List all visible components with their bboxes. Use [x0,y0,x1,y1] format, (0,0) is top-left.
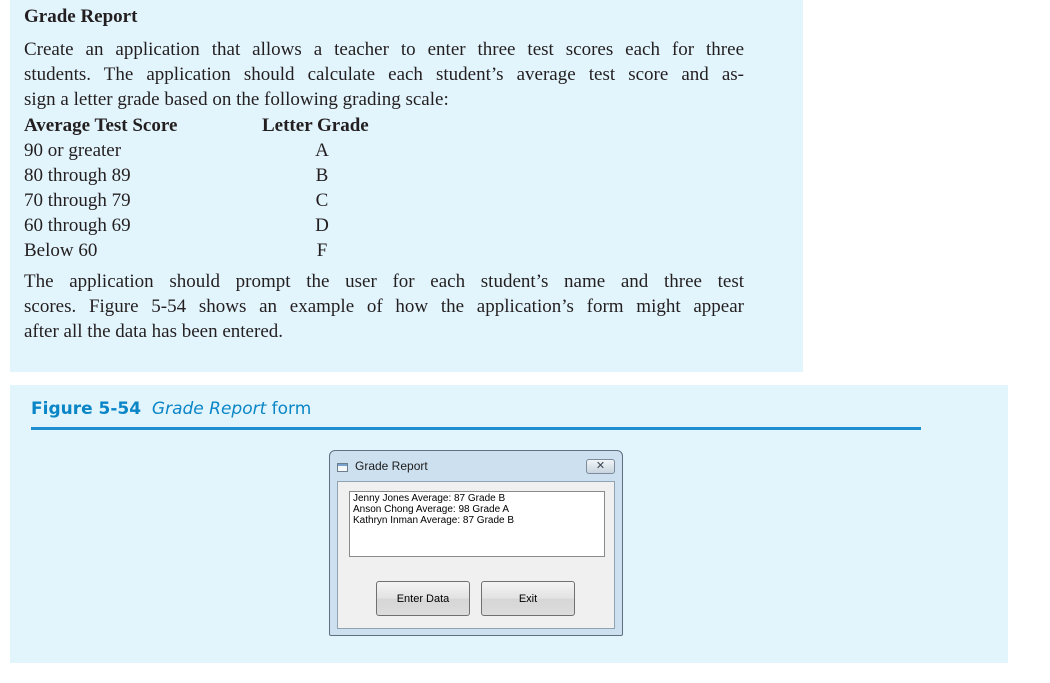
enter-data-button[interactable]: Enter Data [376,581,470,616]
letter-grade: C [315,190,329,211]
results-listbox[interactable] [349,491,605,557]
list-item[interactable]: Jenny Jones Average: 87 Grade B [353,493,506,504]
list-item[interactable]: Kathryn Inman Average: 87 Grade B [353,515,515,526]
figure-panel [10,385,1008,663]
letter-grade: B [315,165,329,186]
score-range: 60 through 69 [24,215,131,236]
closing-line: The application should prompt the user for each student’s name and three test [24,271,744,292]
grading-scale-row [24,238,382,263]
grading-scale-row [24,188,382,213]
exit-button[interactable]: Exit [481,581,575,616]
header-average-score: Average Test Score [24,115,178,136]
score-range: 90 or greater [24,140,122,161]
grading-scale-table [24,113,382,263]
close-icon[interactable]: ✕ [586,459,615,474]
grade-report-window [329,450,623,636]
letter-grade: A [315,140,329,161]
letter-grade: F [316,240,328,261]
grading-scale-row [24,213,382,238]
window-title: Grade Report [355,459,428,473]
figure-rule [31,427,921,430]
list-item[interactable]: Anson Chong Average: 98 Grade A [353,504,510,515]
form-client-area [337,481,615,629]
figure-title-italic: Grade Report [151,399,267,419]
grading-scale-row [24,163,382,188]
figure-title-rest: form [271,399,312,419]
app-form-icon [337,461,349,471]
closing-line: scores. Figure 5-54 shows an example of how the application’s form might appear [24,296,744,317]
closing-line: after all the data has been entered. [24,321,283,342]
figure-caption [31,399,311,419]
letter-grade: D [315,215,329,236]
exercise-closing [24,269,744,344]
intro-line: sign a letter grade based on the following grading scale: [24,89,449,110]
exercise-intro [24,37,744,112]
score-range: 70 through 79 [24,190,131,211]
score-range: 80 through 89 [24,165,131,186]
grading-scale-row [24,138,382,163]
figure-number: Figure 5-54 [31,399,142,419]
header-letter-grade: Letter Grade [262,115,369,136]
window-titlebar [337,459,428,473]
intro-line: Create an application that allows a teacher to enter three test scores each for three [24,39,744,60]
score-range: Below 60 [24,240,98,261]
exercise-title: Grade Report [24,6,138,27]
exercise-panel [10,0,803,372]
intro-line: students. The application should calculate each student’s average test score and as- [24,64,744,85]
grading-scale-header [24,113,382,138]
